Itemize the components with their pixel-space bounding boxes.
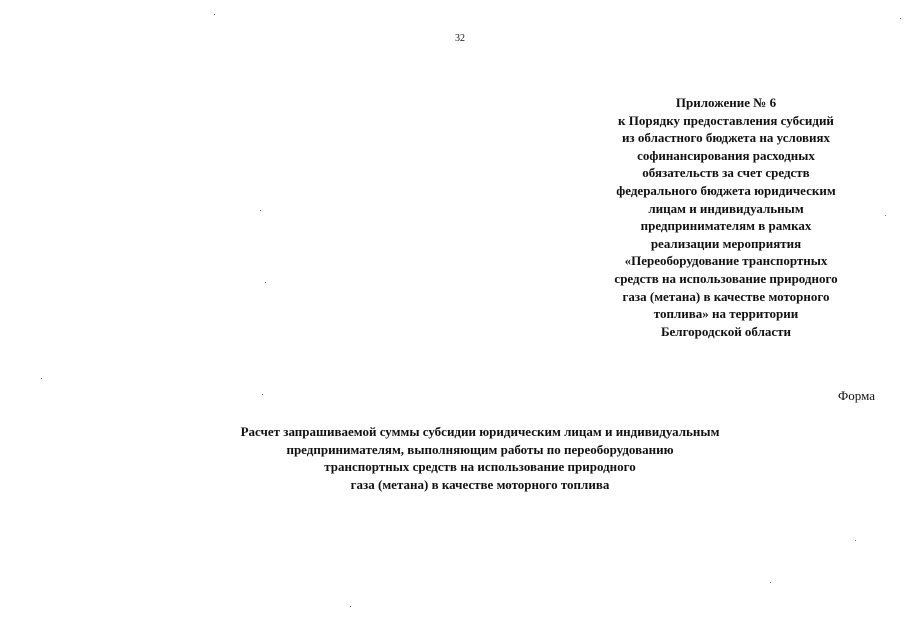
document-title: [190, 423, 770, 493]
scan-speck: [770, 582, 771, 583]
appendix-line: «Переоборудование транспортных: [624, 253, 828, 269]
appendix-line: реализации мероприятия: [650, 235, 802, 251]
scan-speck: [885, 215, 886, 216]
title-line: Расчет запрашиваемой суммы субсидии юридическим лицам и индивидуальным: [240, 424, 720, 439]
appendix-line: газа (метана) в качестве моторного: [622, 288, 830, 304]
scan-speck: [262, 394, 263, 395]
appendix-line: предпринимателям в рамках: [640, 218, 812, 234]
scan-speck: [855, 540, 856, 541]
appendix-line: Белгородской области: [660, 323, 792, 339]
appendix-line: софинансирования расходных: [637, 147, 815, 163]
title-line: предпринимателям, выполняющим работы по переоборудованию: [286, 441, 674, 457]
form-label: Форма: [838, 388, 875, 403]
scan-speck: [350, 606, 351, 607]
scan-speck: [900, 18, 901, 19]
appendix-line: федерального бюджета юридическим: [616, 182, 836, 198]
title-line: газа (метана) в качестве моторного топлива: [350, 476, 610, 492]
appendix-line: лицам и индивидуальным: [648, 200, 804, 216]
appendix-line: средств на использование природного: [614, 270, 838, 286]
appendix-line: из областного бюджета на условиях: [621, 130, 831, 146]
appendix-line: Приложение № 6: [675, 95, 777, 110]
appendix-header: [581, 94, 871, 340]
scan-speck: [214, 14, 215, 15]
scan-speck: [265, 282, 266, 283]
title-line: транспортных средств на использование природного: [324, 459, 636, 474]
scan-speck: [41, 378, 42, 379]
appendix-line: к Порядку предоставления субсидий: [618, 112, 834, 128]
scan-speck: [260, 210, 261, 211]
appendix-line: обязательств за счет средств: [642, 165, 810, 181]
page-number: 32: [455, 33, 465, 44]
appendix-line: топлива» на территории: [653, 306, 799, 322]
